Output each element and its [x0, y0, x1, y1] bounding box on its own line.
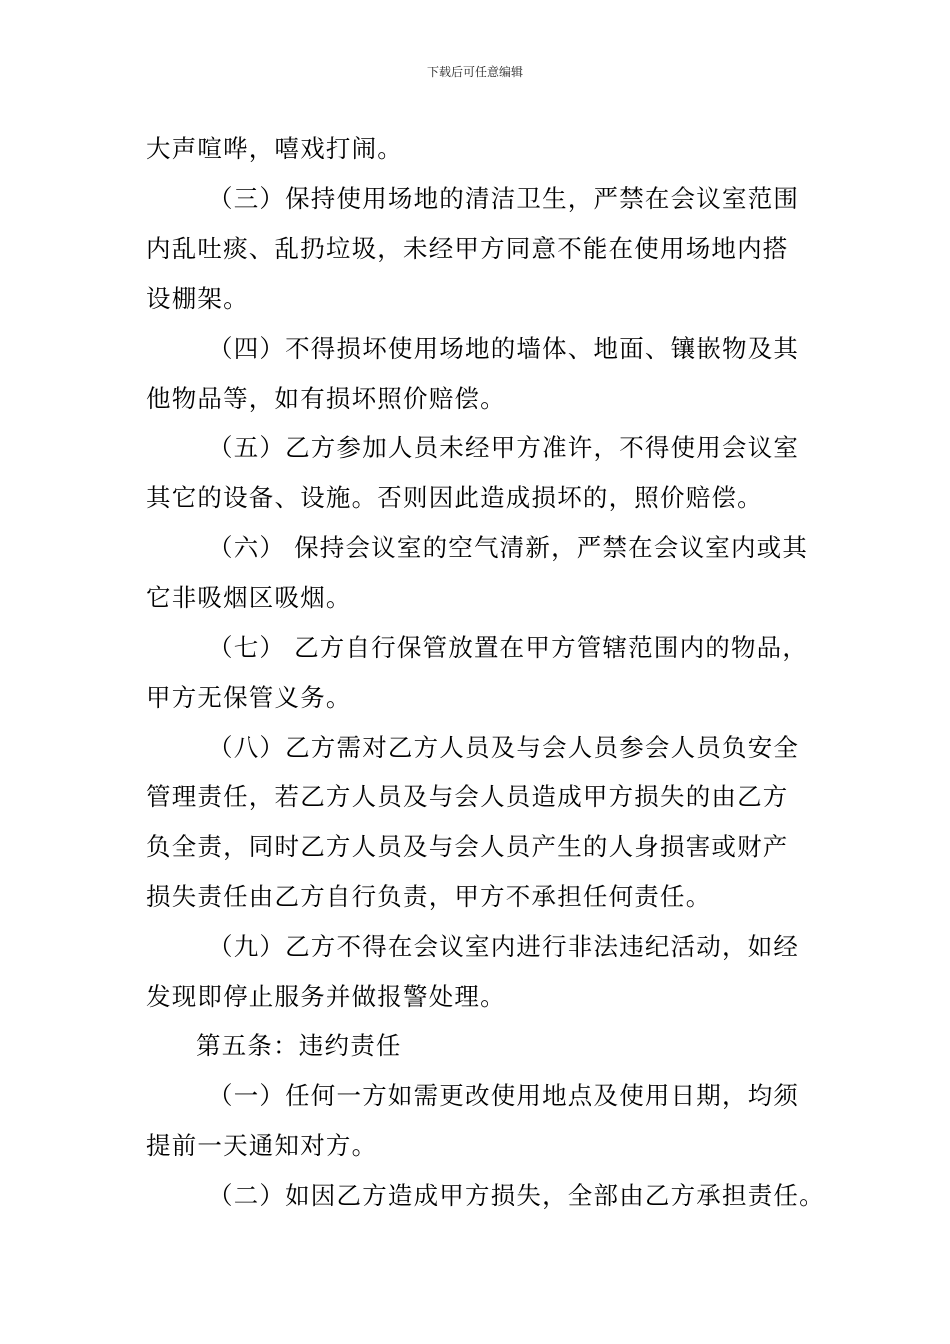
text-line: 其它的设备、设施。否则因此造成损坏的，照价赔偿。 [146, 483, 763, 512]
text-line: 设棚架。 [146, 284, 249, 313]
text-line: （七） 乙方自行保管放置在甲方管辖范围内的物品， [208, 633, 809, 662]
text-line: 大声喧哗，嘻戏打闹。 [146, 134, 403, 163]
text-line: 他物品等，如有损坏照价赔偿。 [146, 384, 506, 413]
text-line: （六） 保持会议室的空气清新，严禁在会议室内或其 [208, 533, 809, 562]
text-line: （八）乙方需对乙方人员及与会人员参会人员负安全 [208, 733, 800, 762]
text-line: （三）保持使用场地的清洁卫生，严禁在会议室范围 [208, 184, 800, 213]
text-line: 甲方无保管义务。 [146, 683, 352, 712]
text-line: 发现即停止服务并做报警处理。 [146, 982, 506, 1011]
text-line: 管理责任，若乙方人员及与会人员造成甲方损失的由乙方 [146, 782, 789, 811]
section-heading: 第五条：违约责任 [196, 1031, 402, 1060]
text-line: 提前一天通知对方。 [146, 1131, 378, 1160]
text-line: 损失责任由乙方自行负责，甲方不承担任何责任。 [146, 882, 712, 911]
text-line: 内乱吐痰、乱扔垃圾，未经甲方同意不能在使用场地内搭 [146, 234, 789, 263]
text-line: （一）任何一方如需更改使用地点及使用日期，均须 [208, 1081, 800, 1110]
text-line: 负全责，同时乙方人员及与会人员产生的人身损害或财产 [146, 832, 789, 861]
text-line: （四）不得损坏使用场地的墙体、地面、镶嵌物及其 [208, 334, 800, 363]
page-header: 下载后可任意编辑 [426, 65, 523, 79]
text-line: （九）乙方不得在会议室内进行非法违纪活动，如经 [208, 932, 800, 961]
text-line: （二）如因乙方造成甲方损失，全部由乙方承担责任。 [208, 1181, 825, 1210]
text-line: （五）乙方参加人员未经甲方准许，不得使用会议室 [208, 433, 800, 462]
text-line: 它非吸烟区吸烟。 [146, 583, 352, 612]
